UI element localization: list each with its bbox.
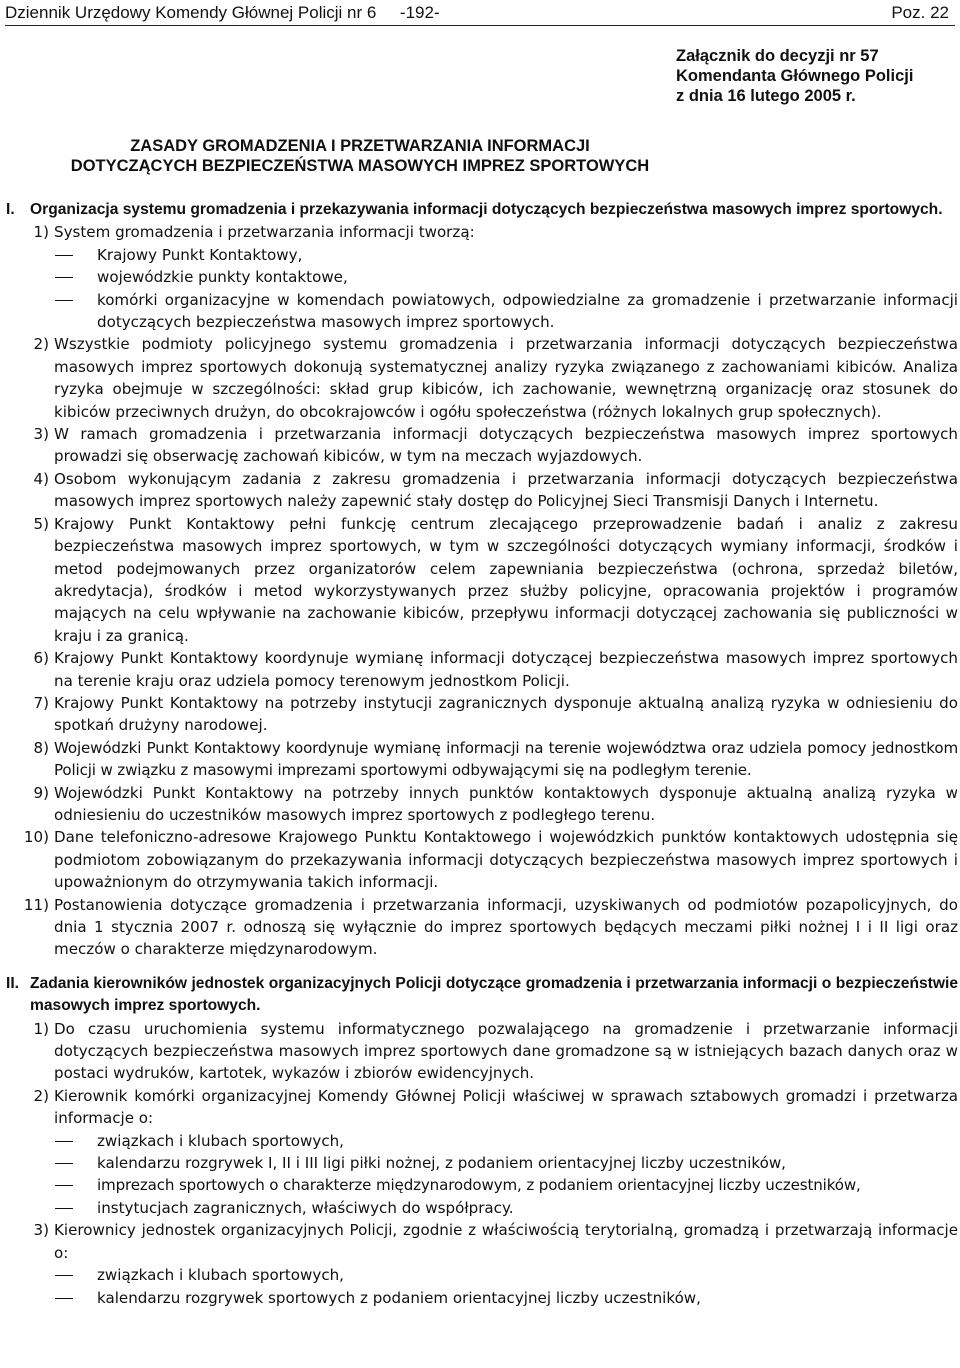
- item-text: Krajowy Punkt Kontaktowy pełni funkcję centrum zlecającego przeprowadzenie badań i analiz z zakresu bezpieczeństwa masowych imprez sportowych, w tym w szczególności dotyczących wymiany informacji, środków i metod podejmowanych przez organizatorów celem zapewniania bezpieczeństwa (ochrona, sprzedaż biletów, akredytacja), środków i metod wykorzystywanych przez służby policyjne, opracowania projektów i programów mających na celu wpływanie na zachowanie kibiców, przepływu informacji dotyczącej zachowania się publiczności w kraju i za granicą.: [54, 514, 958, 645]
- list-item: [6, 647, 958, 692]
- position-number: Poz. 22: [891, 3, 949, 22]
- section-2-heading: [6, 973, 958, 1018]
- dash-icon: [54, 1264, 97, 1286]
- bullet-item: [54, 244, 958, 266]
- item-text: Kierownicy jednostek organizacyjnych Policji, zgodnie z właściwością terytorialną, gromadzą i przetwarzają informacje o:: [54, 1221, 958, 1262]
- dash-icon: [54, 266, 97, 288]
- bullet-text: kalendarzu rozgrywek sportowych z podaniem orientacyjnej liczby uczestników,: [97, 1288, 701, 1307]
- item-number: 10): [23, 828, 49, 847]
- item-text: Kierownik komórki organizacyjnej Komendy Głównej Policji właściwej w sprawach sztabowych gromadzi i przetwarza informacje o:: [54, 1086, 958, 1128]
- item-text: Dane telefoniczno-adresowe Krajowego Punktu Kontaktowego i wojewódzkich punktów kontaktowych udostępnia się podmiotom zobowiązanym do przekazywania informacji dotyczących bezpieczeństwa masowych imprez sportowych i upoważnionym do otrzymywania takich informacji.: [54, 828, 958, 892]
- item-number: 1): [33, 223, 49, 242]
- dash-icon: [54, 244, 97, 266]
- item-number: 3): [33, 1221, 49, 1240]
- dash-icon: [54, 1287, 97, 1309]
- list-item: [6, 1219, 958, 1309]
- annex-line: z dnia 16 lutego 2005 r.: [676, 87, 856, 105]
- item-text: W ramach gromadzenia i przetwarzania informacji dotyczących bezpieczeństwa masowych imprez sportowych prowadzi się obserwację zachowań kibiców, w tym na meczach wyjazdowych.: [54, 425, 958, 466]
- section-title: Zadania kierowników jednostek organizacyjnych Policji dotyczące gromadzenia i przetwarzania informacji o bezpieczeństwie masowych imprez sportowych.: [30, 974, 958, 1015]
- bullet-item: [54, 1287, 958, 1309]
- item-number: 8): [33, 738, 49, 757]
- dash-icon: [54, 1130, 97, 1152]
- bullet-text: kalendarzu rozgrywek I, II i III ligi piłki nożnej, z podaniem orientacyjnej liczby uczestników,: [97, 1154, 786, 1173]
- section-1-heading: [6, 199, 958, 221]
- annex-line: Załącznik do decyzji nr 57: [676, 47, 879, 65]
- bullet-item: [54, 266, 958, 288]
- list-item: [6, 513, 958, 647]
- dash-icon: [54, 289, 97, 334]
- item-text: Osobom wykonującym zadania z zakresu gromadzenia i przetwarzania informacji dotyczących bezpieczeństwa masowych imprez sportowych należy zapewnić stały dostęp do Policyjnej Sieci Transmisji Danych i Internetu.: [54, 469, 958, 511]
- item-number: 11): [23, 895, 49, 914]
- bullet-text: instytucjach zagranicznych, właściwych do współpracy.: [97, 1198, 514, 1217]
- document-body: [6, 199, 958, 1309]
- dash-icon: [54, 1152, 97, 1174]
- item-number: 1): [33, 1019, 49, 1038]
- item-number: 3): [33, 425, 49, 444]
- annex-note: [676, 46, 913, 106]
- bullet-text: związkach i klubach sportowych,: [97, 1131, 344, 1150]
- bullet-item: [54, 1152, 958, 1174]
- page-header: [5, 3, 955, 25]
- item-text: Wszystkie podmioty policyjnego systemu gromadzenia i przetwarzania informacji dotyczących bezpieczeństwa masowych imprez sportowych dokonują systematycznej analizy ryzyka związanego z zachowaniami kibiców. Analiza ryzyka obejmuje w szczególności: skład grup kibiców, ich zachowanie, wewnętrzną organizację oraz stosunek do kibiców przeciwnych drużyn, do obcokrajowców i ogółu społeczeństwa (różnych lokalnych grup społecznych).: [54, 335, 958, 421]
- annex-line: Komendanta Głównego Policji: [676, 67, 914, 85]
- item-text: Wojewódzki Punkt Kontaktowy na potrzeby innych punktów kontaktowych dysponuje aktualną analizą ryzyka w odniesieniu do uczestników masowych imprez sportowych z podległego terenu.: [54, 783, 958, 824]
- item-number: 4): [33, 469, 49, 488]
- item-number: 9): [33, 783, 49, 802]
- item-number: 5): [33, 514, 49, 533]
- title-line: DOTYCZĄCYCH BEZPIECZEŃSTWA MASOWYCH IMPREZ SPORTOWYCH: [70, 157, 650, 175]
- list-item: [6, 737, 958, 782]
- item-text: Krajowy Punkt Kontaktowy koordynuje wymianę informacji dotyczącej bezpieczeństwa masowych imprez sportowych na terenie kraju oraz udziela pomocy terenowym jednostkom Policji.: [54, 649, 958, 690]
- item-text: Do czasu uruchomienia systemu informatycznego pozwalającego na gromadzenie i przetwarzanie informacji dotyczących bezpieczeństwa masowych imprez sportowych dane gromadzone są w istniejących bazach danych oraz w postaci wydruków, kartotek, wykazów i zbiorów ewidencyjnych.: [54, 1019, 958, 1083]
- bullet-item: [54, 289, 958, 334]
- bullet-text: komórki organizacyjne w komendach powiatowych, odpowiedzialne za gromadzenie i przetwarzanie informacji dotyczących bezpieczeństwa masowych imprez sportowych.: [97, 290, 958, 332]
- list-item: [6, 221, 958, 333]
- list-item: [6, 1085, 958, 1219]
- item-number: 2): [33, 1086, 49, 1105]
- item-text: Krajowy Punkt Kontaktowy na potrzeby instytucji zagranicznych dysponuje aktualną analizą ryzyka w odniesieniu do spotkań drużyny narodowej.: [54, 693, 958, 735]
- item-number: 6): [33, 649, 49, 668]
- section-number: II.: [6, 974, 19, 992]
- bullet-item: [54, 1130, 958, 1152]
- document-title: [0, 136, 840, 176]
- item-text: Postanowienia dotyczące gromadzenia i przetwarzania informacji, uzyskiwanych od podmiotów pozapolicyjnych, do dnia 1 stycznia 2007 r. odnoszą się wyłącznie do imprez sportowych będących meczami piłki nożnej I i II ligi oraz meczów o charakterze międzynarodowym.: [54, 895, 958, 959]
- bullet-item: [54, 1264, 958, 1286]
- list-item: [6, 782, 958, 827]
- list-item: [6, 894, 958, 961]
- item-number: 7): [33, 693, 49, 712]
- section-number: I.: [6, 201, 15, 218]
- title-line: ZASADY GROMADZENIA I PRZETWARZANIA INFORMACJI: [130, 137, 590, 155]
- item-number: 2): [33, 335, 49, 354]
- journal-title: Dziennik Urzędowy Komendy Głównej Policji nr 6 -192-: [5, 3, 440, 22]
- header-rule: [5, 25, 955, 26]
- item-text: System gromadzenia i przetwarzania informacji tworzą:: [54, 223, 475, 242]
- bullet-text: Krajowy Punkt Kontaktowy,: [97, 245, 303, 264]
- section-title: Organizacja systemu gromadzenia i przekazywania informacji dotyczących bezpieczeństwa masowych imprez sportowych.: [30, 201, 943, 218]
- list-item: [6, 423, 958, 468]
- dash-icon: [54, 1174, 97, 1196]
- list-item: [6, 826, 958, 893]
- item-text: Wojewódzki Punkt Kontaktowy koordynuje wymianę informacji na terenie województwa oraz udziela pomocy jednostkom Policji w związku z masowymi imprezami sportowymi odbywającymi się na podległym terenie.: [54, 738, 958, 780]
- bullet-text: imprezach sportowych o charakterze międzynarodowym, z podaniem orientacyjnej liczby uczestników,: [97, 1176, 861, 1195]
- bullet-text: związkach i klubach sportowych,: [97, 1266, 344, 1285]
- list-item: [6, 333, 958, 423]
- bullet-item: [54, 1197, 958, 1219]
- bullet-item: [54, 1174, 958, 1196]
- dash-icon: [54, 1197, 97, 1219]
- list-item: [6, 1018, 958, 1085]
- list-item: [6, 692, 958, 737]
- list-item: [6, 468, 958, 513]
- bullet-text: wojewódzkie punkty kontaktowe,: [97, 268, 348, 287]
